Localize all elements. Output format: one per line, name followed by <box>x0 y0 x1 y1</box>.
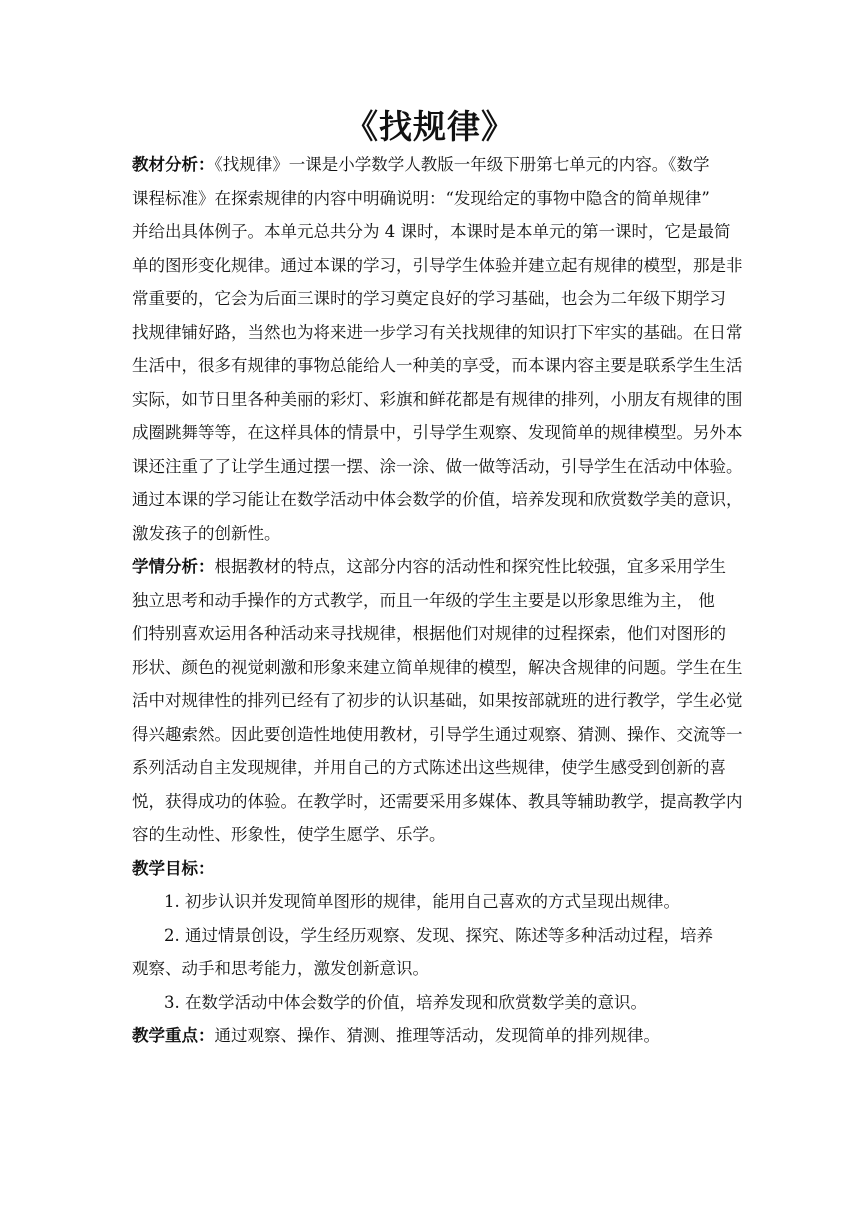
section-heading-students: 学情分析： <box>132 557 215 576</box>
paragraph-line: 找规律铺好路，当然也为将来进一步学习有关找规律的知识打下牢实的基础。在日常 <box>132 322 743 342</box>
paragraph-text: 《找规律》一课是小学数学人教版一年级下册第七单元的内容。《数学 <box>214 155 710 174</box>
paragraph-line <box>132 1019 754 1053</box>
paragraph-line: 并给出具体例子。本单元总共分为 4 课时，本课时是本单元的第一课时，它是最简 <box>132 222 731 241</box>
student-analysis-section <box>132 550 754 852</box>
paragraph-line: 得兴趣索然。因此要创造性地使用教材，引导学生通过观察、猜测、操作、交流等一 <box>132 724 743 744</box>
paragraph-line: 课程标准》在探索规律的内容中明确说明：“发现给定的事物中隐含的简单规律” <box>132 188 710 208</box>
paragraph-line: 激发孩子的创新性。 <box>132 523 281 543</box>
paragraph-line <box>132 148 754 182</box>
paragraph-line: 常重要的，它会为后面三课时的学习奠定良好的学习基础，也会为二年级下期学习 <box>132 289 726 308</box>
section-heading-goals: 教学目标： <box>132 858 215 878</box>
goal-item-2: 2. 通过情景创设，学生经历观察、发现、探究、陈述等多种活动过程，培养 <box>164 925 713 945</box>
section-heading-textbook: 教材分析： <box>132 155 215 174</box>
paragraph-line: 课还注重了了让学生通过摆一摆、涂一涂、做一做等活动，引导学生在活动中体验。 <box>132 456 743 476</box>
document-body <box>132 148 754 1053</box>
paragraph-line: 实际，如节日里各种美丽的彩灯、彩旗和鲜花都是有规律的排列，小朋友有规律的围 <box>132 389 743 409</box>
section-heading-key-points: 教学重点： <box>132 1026 215 1045</box>
paragraph-line <box>132 550 754 584</box>
paragraph-line: 们特别喜欢运用各种活动来寻找规律，根据他们对规律的过程探索，他们对图形的 <box>132 624 726 643</box>
paragraph-line: 系列活动自主发现规律，并用自己的方式陈述出这些规律，使学生感受到创新的喜 <box>132 758 726 777</box>
paragraph-line: 成圈跳舞等等，在这样具体的情景中，引导学生观察、发现简单的规律模型。另外本 <box>132 423 743 442</box>
paragraph-line: 悦，获得成功的体验。在教学时，还需要采用多媒体、教具等辅助教学，提高教学内 <box>132 791 743 811</box>
paragraph-line: 单的图形变化规律。通过本课的学习，引导学生体验并建立起有规律的模型，那是非 <box>132 255 743 275</box>
paragraph-line: 生活中，很多有规律的事物总能给人一种美的享受，而本课内容主要是联系学生生活 <box>132 356 743 375</box>
paragraph-text: 根据教材的特点，这部分内容的活动性和探究性比较强，宜多采用学生 <box>214 557 726 576</box>
goal-item-1: 1. 初步认识并发现简单图形的规律，能用自己喜欢的方式呈现出规律。 <box>164 892 680 911</box>
paragraph-text: 通过观察、操作、猜测、推理等活动，发现简单的排列规律。 <box>214 1026 660 1045</box>
paragraph-line: 独立思考和动手操作的方式教学，而且一年级的学生主要是以形象思维为主， 他 <box>132 590 715 610</box>
teaching-goals-section <box>132 852 754 1020</box>
key-points-section <box>132 1019 754 1053</box>
goal-item-2-continued: 观察、动手和思考能力，激发创新意识。 <box>132 959 429 978</box>
paragraph-line: 活中对规律性的排列已经有了初步的认识基础，如果按部就班的进行教学，学生必觉 <box>132 691 743 710</box>
page-title: 《找规律》 <box>345 107 515 146</box>
paragraph-line: 容的生动性、形象性，使学生愿学、乐学。 <box>132 825 446 844</box>
paragraph-line: 通过本课的学习能让在数学活动中体会数学的价值，培养发现和欣赏数学美的意识， <box>132 490 743 509</box>
paragraph-line: 形状、颜色的视觉刺激和形象来建立简单规律的模型，解决含规律的问题。学生在生 <box>132 657 743 677</box>
textbook-analysis-section <box>132 148 754 550</box>
goal-item-3: 3. 在数学活动中体会数学的价值，培养发现和欣赏数学美的意识。 <box>164 992 647 1012</box>
